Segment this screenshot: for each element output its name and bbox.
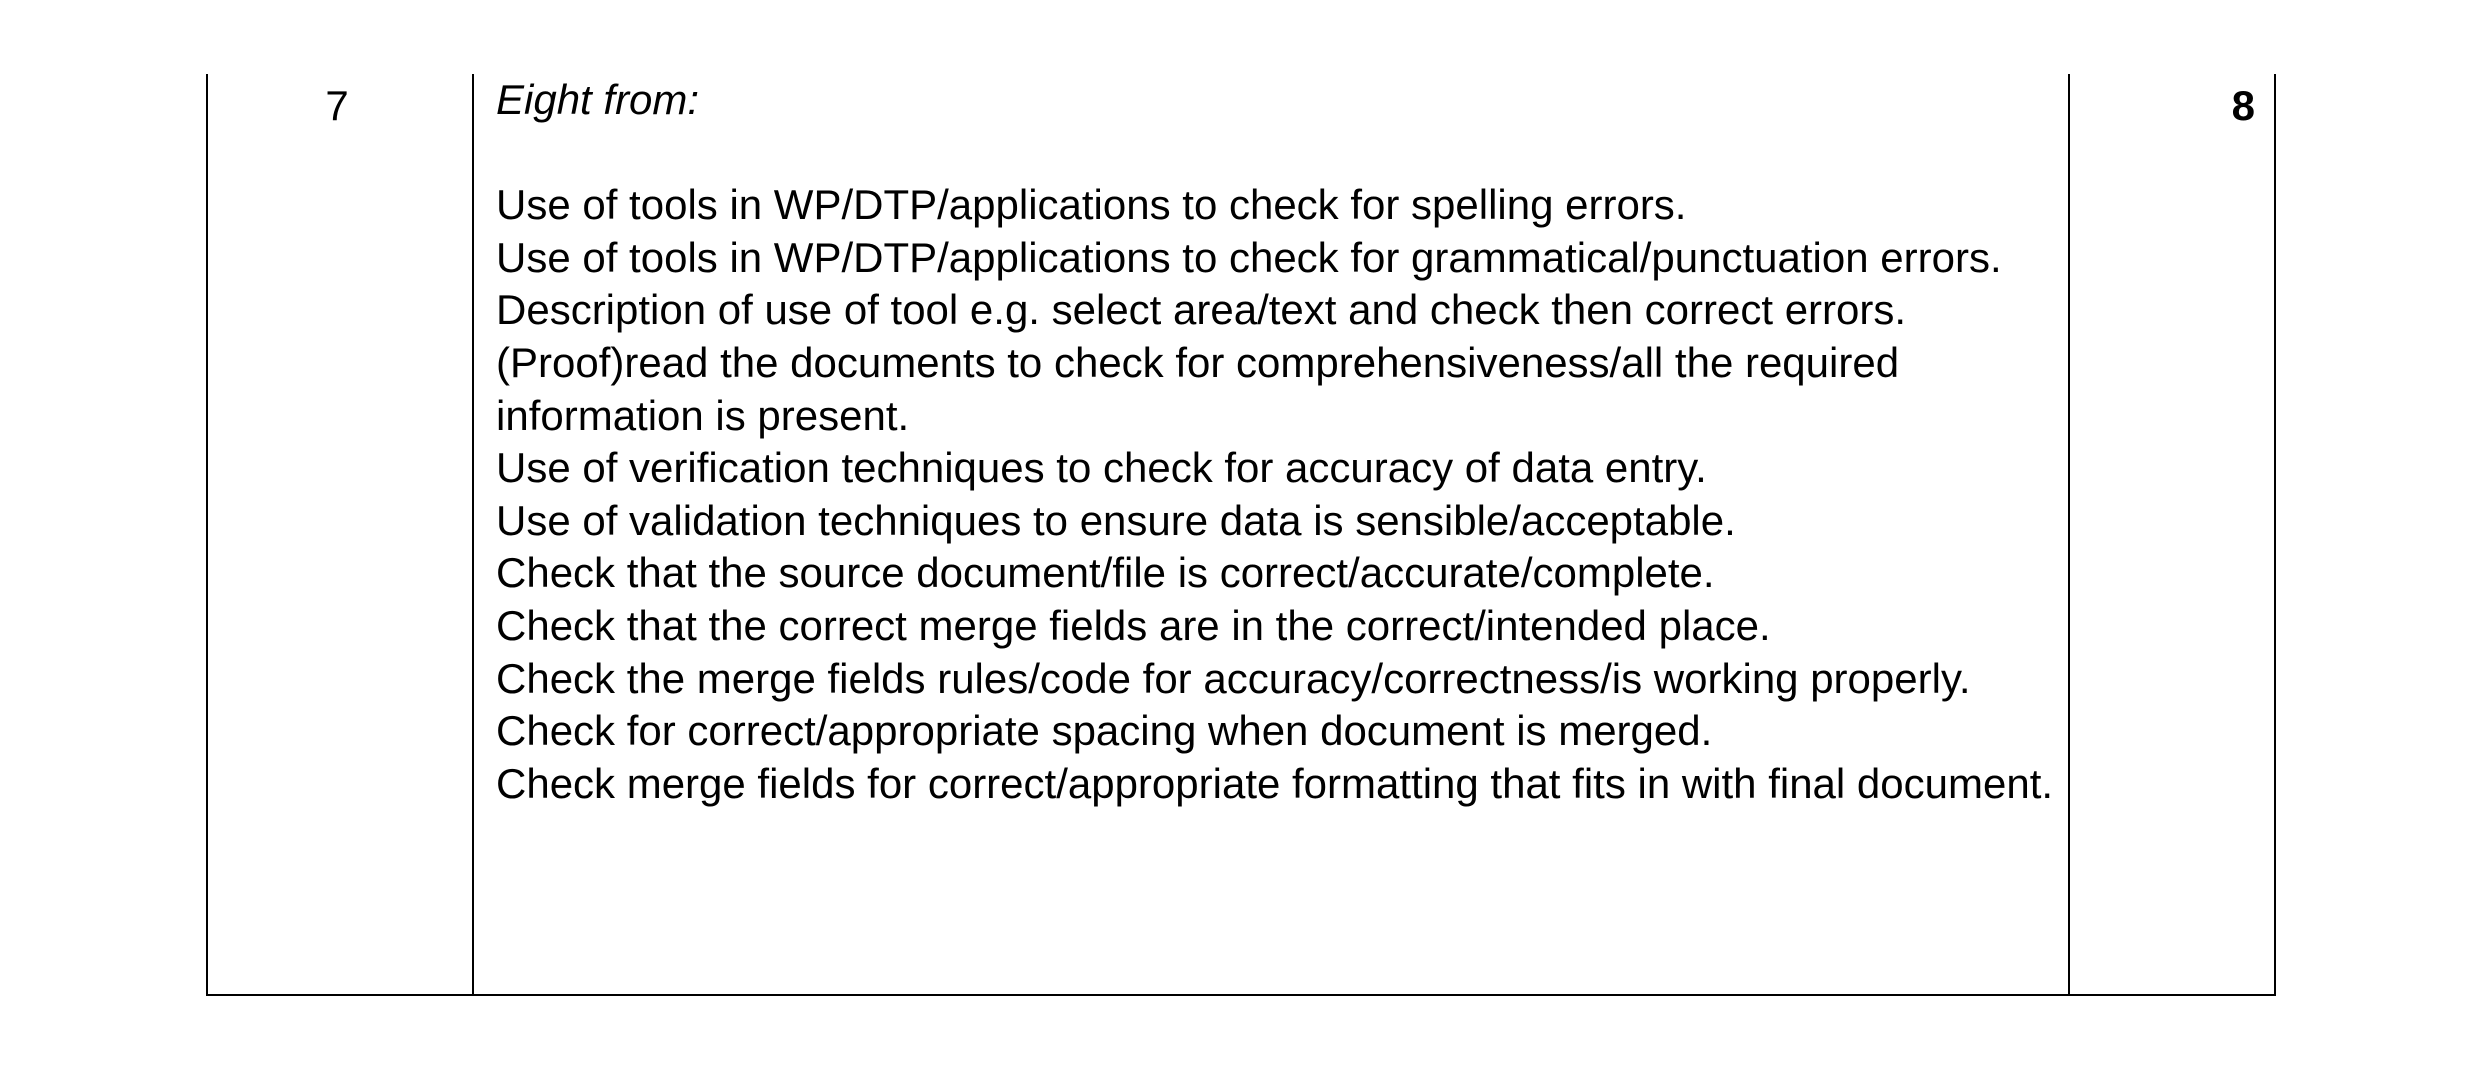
answer-point: Check for correct/appropriate spacing when document is merged. xyxy=(496,707,1713,755)
column-divider-answer xyxy=(2068,74,2070,996)
table-bottom-border xyxy=(206,994,2276,996)
answer-intro: Eight from: xyxy=(496,76,700,123)
answer-point: Check merge fields for correct/appropriate formatting that fits in with final document. xyxy=(496,759,2054,807)
column-divider-question xyxy=(472,74,474,996)
answer-point: Use of tools in WP/DTP/applications to check for grammatical/punctuation errors. xyxy=(496,233,2002,281)
answer-point: Use of verification techniques to check for accuracy of data entry. xyxy=(496,444,1707,492)
question-number: 7 xyxy=(325,82,349,129)
answer-point: Use of validation techniques to ensure data is sensible/acceptable. xyxy=(496,496,1736,544)
answer-point: Check that the source document/file is correct/accurate/complete. xyxy=(496,549,1715,597)
answer-point: (Proof)read the documents to check for comprehensiveness/all the required information is present. xyxy=(496,338,1900,439)
marks-value: 8 xyxy=(2231,82,2255,129)
table-right-border xyxy=(2274,74,2276,996)
table-left-border xyxy=(206,74,208,996)
answer-cell xyxy=(496,74,2056,810)
answer-point: Description of use of tool e.g. select area/text and check then correct errors. xyxy=(496,286,1907,334)
answer-point: Check the merge fields rules/code for accuracy/correctness/is working properly. xyxy=(496,654,1971,702)
answer-points-list xyxy=(496,179,2056,810)
answer-point: Check that the correct merge fields are in the correct/intended place. xyxy=(496,601,1771,649)
answer-point: Use of tools in WP/DTP/applications to check for spelling errors. xyxy=(496,181,1687,229)
